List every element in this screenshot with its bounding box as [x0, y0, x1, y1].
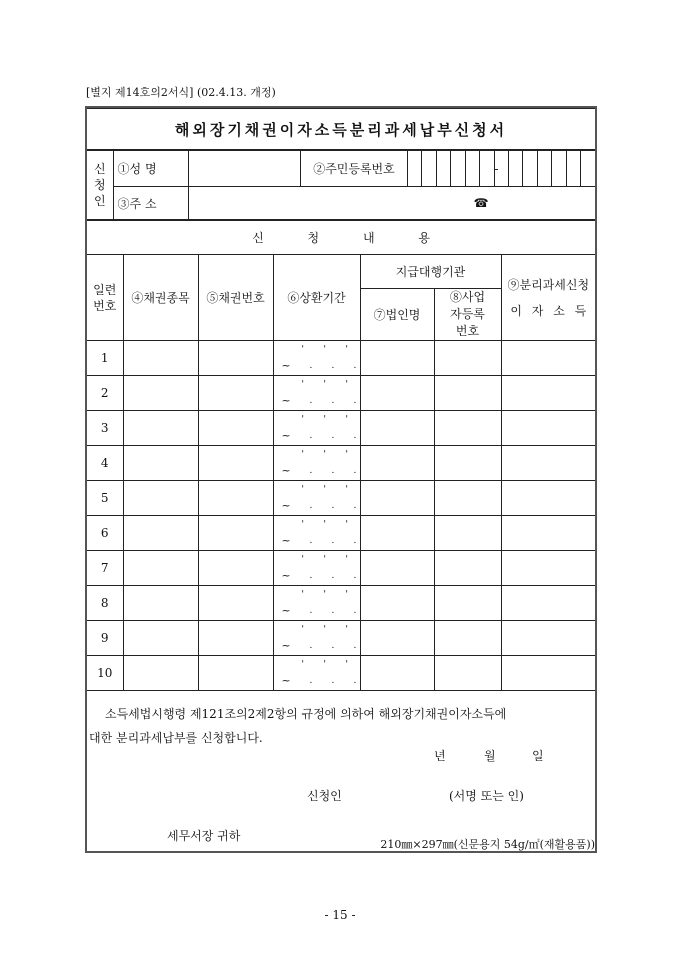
bond-type-cell[interactable] [123, 621, 198, 656]
table-row [87, 516, 595, 551]
period-cell[interactable]: ~ ' ' ' . . . [273, 341, 360, 376]
row-serial: 2 [87, 376, 123, 411]
row-serial: 5 [87, 481, 123, 516]
rrn-box[interactable] [566, 151, 580, 187]
table-row [87, 376, 595, 411]
period-tilde: ~ [281, 429, 291, 442]
biz-no-cell[interactable] [434, 586, 501, 621]
rrn-box[interactable] [537, 151, 551, 187]
applicant-label: 신청인 [87, 151, 113, 220]
corp-name-cell[interactable] [360, 621, 434, 656]
bond-no-cell[interactable] [198, 516, 273, 551]
period-tilde: ~ [281, 394, 291, 407]
income-cell[interactable] [501, 376, 595, 411]
rrn-box[interactable] [436, 151, 450, 187]
col-period: ⑥상환기간 [273, 255, 360, 341]
bond-no-cell[interactable] [198, 656, 273, 691]
rrn-label: ②주민등록번호 [300, 151, 407, 187]
income-cell[interactable] [501, 341, 595, 376]
period-cell[interactable]: ~ ' ' ' . . . [273, 656, 360, 691]
col-biz-no: ⑧사업자등록번호 [434, 289, 501, 341]
period-cell[interactable]: ~ ' ' ' . . . [273, 586, 360, 621]
bond-no-cell[interactable] [198, 621, 273, 656]
biz-no-cell[interactable] [434, 516, 501, 551]
rrn-box[interactable] [408, 151, 422, 187]
rrn-box[interactable] [523, 151, 537, 187]
period-tilde: ~ [281, 569, 291, 582]
period-cell[interactable]: ~ ' ' ' . . . [273, 481, 360, 516]
col-corp-name: ⑦법인명 [360, 289, 434, 341]
bond-no-cell[interactable] [198, 481, 273, 516]
income-cell[interactable] [501, 516, 595, 551]
period-tilde: ~ [281, 534, 291, 547]
statement-line1: 소득세법시행령 제121조의2제2항의 규정에 의하여 해외장기채권이자소득에 [105, 707, 507, 721]
bond-no-cell[interactable] [198, 586, 273, 621]
corp-name-cell[interactable] [360, 516, 434, 551]
statement-line2: 대한 분리과세납부를 신청합니다. [89, 731, 263, 745]
rrn-box[interactable] [422, 151, 436, 187]
period-cell[interactable]: ~ ' ' ' . . . [273, 411, 360, 446]
col-income-line2: 이 자 소 득 [510, 303, 587, 318]
bond-type-cell[interactable] [123, 656, 198, 691]
col-agency: 지급대행기관 [360, 255, 501, 289]
table-row [87, 551, 595, 586]
bond-no-cell[interactable] [198, 446, 273, 481]
address-label: ③주 소 [113, 187, 188, 220]
biz-no-cell[interactable] [434, 656, 501, 691]
addressee: 세무서장 귀하 [167, 829, 241, 843]
biz-no-cell[interactable] [434, 621, 501, 656]
row-serial: 1 [87, 341, 123, 376]
period-tilde: ~ [281, 499, 291, 512]
row-serial: 3 [87, 411, 123, 446]
application-form [85, 106, 597, 853]
statement-section [87, 691, 595, 852]
bond-no-cell[interactable] [198, 411, 273, 446]
bond-no-cell[interactable] [198, 376, 273, 411]
paper-spec: 210㎜×297㎜(신문용지 54g/㎡(재활용품)) [380, 838, 595, 851]
table-row [87, 656, 595, 691]
table-row [87, 446, 595, 481]
corp-name-cell[interactable] [360, 481, 434, 516]
biz-no-cell[interactable] [434, 341, 501, 376]
period-tilde: ~ [281, 674, 291, 687]
income-cell[interactable] [501, 446, 595, 481]
corp-name-cell[interactable] [360, 341, 434, 376]
period-cell[interactable]: ~ ' ' ' . . . [273, 446, 360, 481]
period-cell[interactable]: ~ ' ' ' . . . [273, 621, 360, 656]
form-number: [별지 제14호의2서식] (02.4.13. 개정) [86, 86, 276, 99]
row-serial: 9 [87, 621, 123, 656]
table-row [87, 481, 595, 516]
name-label: ①성 명 [113, 151, 188, 187]
period-tilde: ~ [281, 604, 291, 617]
col-bond-type: ④채권종목 [123, 255, 198, 341]
rrn-box[interactable] [508, 151, 522, 187]
period-cell[interactable]: ~ ' ' ' . . . [273, 376, 360, 411]
period-cell[interactable]: ~ ' ' ' . . . [273, 516, 360, 551]
bond-type-cell[interactable] [123, 376, 198, 411]
date-year: 년 [434, 749, 446, 763]
income-cell[interactable] [501, 656, 595, 691]
income-cell[interactable] [501, 481, 595, 516]
address-field[interactable] [188, 187, 595, 220]
biz-no-cell[interactable] [434, 446, 501, 481]
phone-icon: ☎ [473, 196, 489, 210]
name-field[interactable] [188, 151, 300, 187]
table-row [87, 621, 595, 656]
bond-type-cell[interactable] [123, 586, 198, 621]
date-day: 일 [532, 749, 544, 763]
corp-name-cell[interactable] [360, 376, 434, 411]
content-header: 신 청 내 용 [87, 221, 595, 255]
bond-type-cell[interactable] [123, 411, 198, 446]
corp-name-cell[interactable] [360, 446, 434, 481]
income-cell[interactable] [501, 551, 595, 586]
table-row [87, 411, 595, 446]
bond-no-cell[interactable] [198, 341, 273, 376]
bond-no-cell[interactable] [198, 551, 273, 586]
biz-no-cell[interactable] [434, 376, 501, 411]
rrn-box[interactable] [480, 151, 494, 187]
row-serial: 10 [87, 656, 123, 691]
col-serial: 일련번호 [87, 255, 123, 341]
corp-name-cell[interactable] [360, 551, 434, 586]
sign-note: (서명 또는 인) [449, 789, 524, 803]
income-cell[interactable] [501, 411, 595, 446]
period-tilde: ~ [281, 639, 291, 652]
row-serial: 8 [87, 586, 123, 621]
col-income [501, 255, 595, 341]
date-month: 월 [484, 749, 496, 763]
corp-name-cell[interactable] [360, 411, 434, 446]
corp-name-cell[interactable] [360, 586, 434, 621]
period-tilde: ~ [281, 359, 291, 372]
row-serial: 6 [87, 516, 123, 551]
rrn-dash: - [494, 151, 508, 187]
col-bond-no: ⑤채권번호 [198, 255, 273, 341]
signer-label: 신청인 [307, 789, 342, 803]
income-cell[interactable] [501, 621, 595, 656]
bond-type-cell[interactable] [123, 551, 198, 586]
row-serial: 4 [87, 446, 123, 481]
rrn-box[interactable] [465, 151, 479, 187]
bond-type-cell[interactable] [123, 446, 198, 481]
rrn-box[interactable] [580, 151, 595, 187]
col-income-line1: ⑨분리과세신청 [507, 277, 590, 292]
form-title: 해외장기채권이자소득분리과세납부신청서 [87, 109, 595, 150]
rrn-box[interactable] [451, 151, 465, 187]
period-tilde: ~ [281, 464, 291, 477]
bond-type-cell[interactable] [123, 481, 198, 516]
page-number: - 15 - [324, 908, 356, 922]
row-serial: 7 [87, 551, 123, 586]
bond-type-cell[interactable] [123, 516, 198, 551]
period-cell[interactable]: ~ ' ' ' . . . [273, 551, 360, 586]
biz-no-cell[interactable] [434, 411, 501, 446]
table-row [87, 341, 595, 376]
bond-type-cell[interactable] [123, 341, 198, 376]
corp-name-cell[interactable] [360, 656, 434, 691]
table-row [87, 586, 595, 621]
rrn-box[interactable] [552, 151, 566, 187]
biz-no-cell[interactable] [434, 481, 501, 516]
income-cell[interactable] [501, 586, 595, 621]
biz-no-cell[interactable] [434, 551, 501, 586]
